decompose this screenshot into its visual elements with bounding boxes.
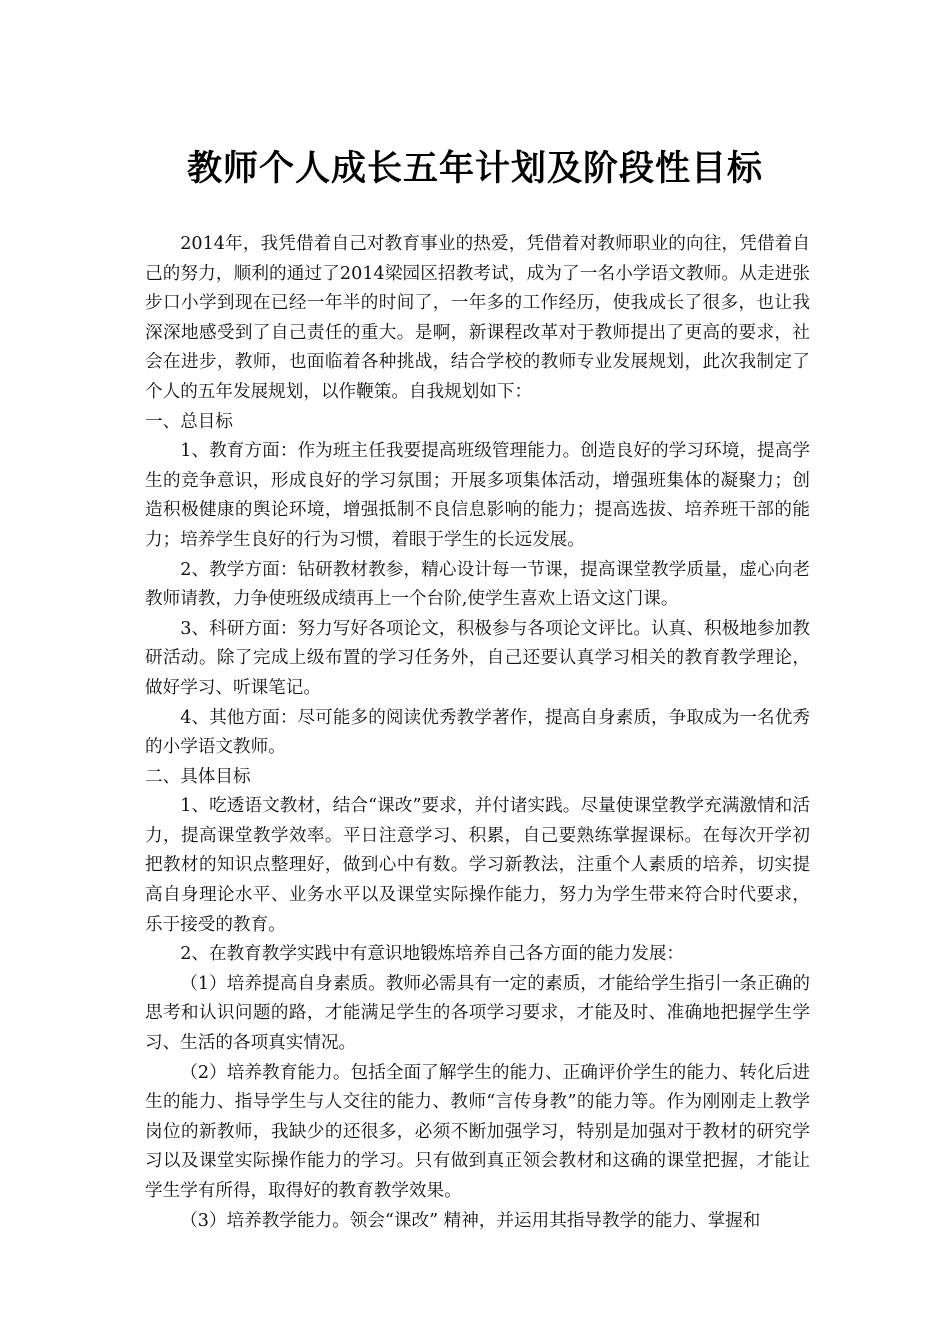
paragraph-textbook: 1、吃透语文教材，结合“课改”要求，并付诸实践。尽量使课堂教学充满激情和活力，提高课堂教学效率。平日注意学习、积累，自己要熟练掌握课标。在每次开学初把教材的知识点整理好，做到心中有数。学习新教法，注重个人素质的培养，切实提高自身理论水平、业务水平以及课堂实际操作能力，努力为学生带来符合时代要求，乐于接受的教育。 bbox=[145, 796, 810, 935]
section-heading-overall-goals: 一、总目标 bbox=[145, 411, 233, 432]
paragraph-item-1: （1）培养提高自身素质。教师必需具有一定的素质，才能给学生指引一条正确的思考和认识问题的路，才能满足学生的各项学习要求，才能及时、准确地把握学生学习、生活的各项真实情况。 bbox=[145, 973, 810, 1054]
paragraph-education: 1、教育方面：作为班主任我要提高班级管理能力。创造良好的学习环境，提高学生的竞争意识，形成良好的学习氛围；开展多项集体活动，增强班集体的凝聚力；创造积极健康的舆论环境，增强抵制不良信息影响的能力；提高选拔、培养班干部的能力；培养学生良好的行为习惯，着眼于学生的长远发展。 bbox=[145, 441, 810, 550]
paragraph-abilities: 2、在教育教学实践中有意识地锻炼培养自己各方面的能力发展： bbox=[180, 944, 685, 965]
document-body bbox=[145, 230, 810, 1236]
intro-paragraph: 2014年，我凭借着自己对教育事业的热爱，凭借着对教师职业的向往，凭借着自己的努力，顺利的通过了2014梁园区招教考试，成为了一名小学语文教师。从走进张步口小学到现在已经一年半的时间了，一年多的工作经历，使我成长了很多，也让我深深地感受到了自己责任的重大。是啊，新课程改革对于教师提出了更高的要求，社会在进步，教师，也面临着各种挑战，结合学校的教师专业发展规划，此次我制定了个人的五年发展规划，以作鞭策。自我规划如下： bbox=[145, 234, 810, 402]
paragraph-item-2: （2）培养教育能力。包括全面了解学生的能力、正确评价学生的能力、转化后进生的能力、指导学生与人交往的能力、教师“言传身教”的能力等。作为刚刚走上教学岗位的新教师，我缺少的还很多，必须不断加强学习，特别是加强对于教材的研究学习以及课堂实际操作能力的学习。只有做到真正领会教材和这确的课堂把握，才能让学生学有所得，取得好的教育教学效果。 bbox=[145, 1062, 810, 1201]
section-heading-specific-goals: 二、具体目标 bbox=[145, 766, 251, 787]
paragraph-item-3: （3）培养教学能力。领会“课改” 精神，并运用其指导教学的能力、掌握和 bbox=[180, 1210, 761, 1231]
paragraph-other: 4、其他方面：尽可能多的阅读优秀教学著作，提高自身素质，争取成为一名优秀的小学语文教师。 bbox=[145, 707, 810, 758]
paragraph-teaching: 2、教学方面：钻研教材教参，精心设计每一节课，提高课堂教学质量，虚心向老教师请教，力争使班级成绩再上一个台阶,使学生喜欢上语文这门课。 bbox=[145, 559, 810, 610]
document-title: 教师个人成长五年计划及阶段性目标 bbox=[186, 149, 763, 189]
paragraph-research: 3、科研方面：努力写好各项论文，积极参与各项论文评比。认真、积极地参加教研活动。除了完成上级布置的学习任务外，自己还要认真学习相关的教育教学理论，做好学习、听课笔记。 bbox=[145, 618, 810, 698]
